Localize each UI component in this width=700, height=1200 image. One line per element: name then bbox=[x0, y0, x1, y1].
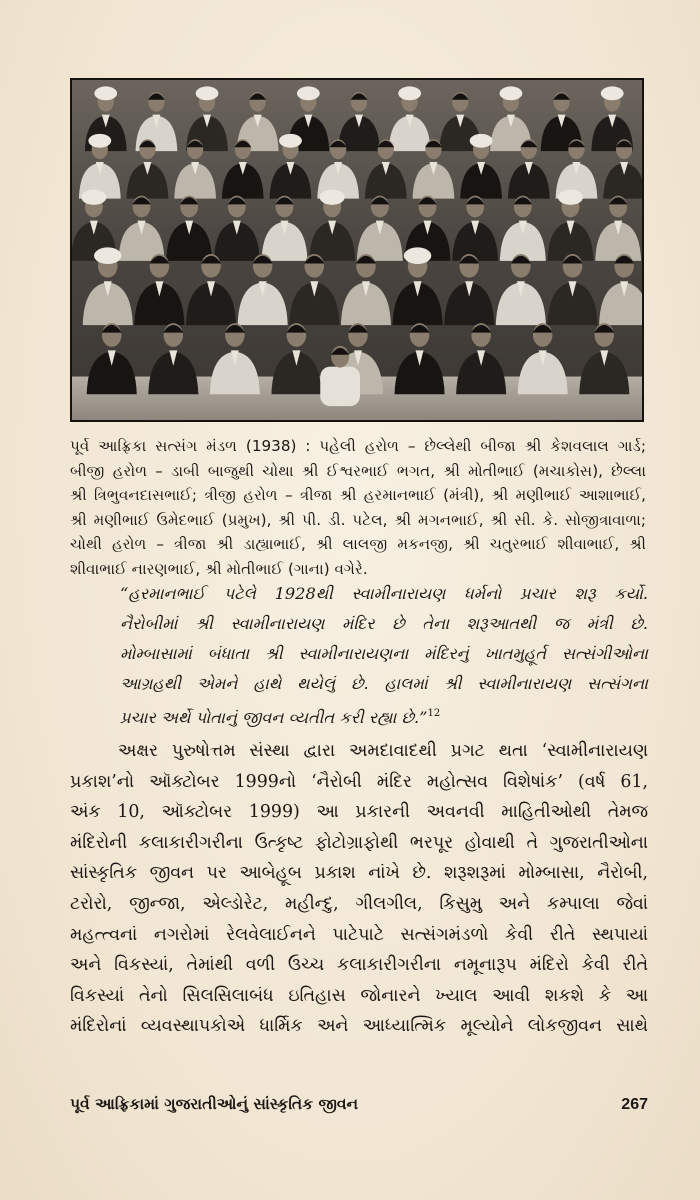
quote-line: “હરમાનભાઈ પટેલે 1928થી સ્વામીનારાયણ ધર્મનો પ્રચાર શરૂ કર્યો. bbox=[120, 584, 648, 603]
caption-line: ચોથી હરોળ – ત્રીજા શ્રી ડાહ્યાભાઈ, શ્રી લાલજી મકનજી, શ્રી ચતુરભાઈ શીવાભાઈ, શ્રી bbox=[70, 535, 646, 554]
footnote-marker: 12 bbox=[427, 708, 441, 719]
block-quote bbox=[120, 579, 648, 733]
body-line: ટરોરો, જીન્જા, એલ્ડોરેટ, મહીન્દુ, ગીલગીલ, કિસુમુ અને કમ્પાલા જેવાં bbox=[70, 893, 648, 914]
photo-caption bbox=[70, 434, 646, 582]
running-title: પૂર્વ આફ્રિકામાં ગુજરાતીઓનું સાંસ્કૃતિક જીવન bbox=[70, 1095, 359, 1113]
body-line: અક્ષર પુરુષોત્તમ સંસ્થા દ્વારા અમદાવાદથી પ્રગટ થતા ‘સ્વામીનારાયણ bbox=[118, 741, 648, 761]
body-line: મંદિરોનાં વ્યવસ્થાપકોએ ધાર્મિક અને આધ્યાત્મિક મૂલ્યોને લોકજીવન સાથે bbox=[70, 1016, 648, 1037]
quote-last-text: પ્રચાર અર્થે પોતાનું જીવન વ્યતીત કરી રહ્યા છે.” bbox=[120, 708, 428, 727]
body-line: મહત્ત્વનાં નગરોમાં રેલવેલાઈનને પાટેપાટે સત્સંગમંડળો કેવી રીતે સ્થપાયાં bbox=[70, 924, 648, 945]
quote-line: નૈરોબીમાં શ્રી સ્વામીનારાયણ મંદિર છે તેના શરૂઆતથી જ મંત્રી છે. bbox=[120, 614, 648, 633]
caption-line: શ્રી મણીભાઈ ઉમેદભાઈ (પ્રમુખ), શ્રી પી. ડી. પટેલ, શ્રી મગનભાઈ, શ્રી સી. કે. સોજીત્રાવાળા; bbox=[70, 510, 646, 529]
photograph-image bbox=[72, 80, 642, 420]
body-paragraph bbox=[70, 736, 648, 1042]
body-line: સાંસ્કૃતિક જીવન પર આબેહૂબ પ્રકાશ નાંખે છે. શરૂશરૂમાં મોમ્બાસા, નૈરોબી, bbox=[70, 863, 648, 884]
caption-line: શ્રી ત્રિભુવનદાસભાઈ; ત્રીજી હરોળ – ત્રીજા શ્રી હરમાનભાઈ (મંત્રી), શ્રી મણીભાઈ આશાભાઈ, bbox=[70, 486, 646, 505]
body-line: મંદિરોની કલાકારીગરીના ઉત્કૃષ્ટ ફોટોગ્રાફોથી ભરપૂર હોવાથી તે ગુજરાતીઓના bbox=[70, 832, 648, 853]
quote-line bbox=[120, 699, 648, 733]
body-line: અને વિકસ્યાં, તેમાંથી વળી ઉચ્ચ કલાકારીગરીના નમૂનારૂપ મંદિરો કેવી રીતે bbox=[70, 955, 648, 976]
caption-line: બીજી હરોળ – ડાબી બાજુથી ચોથા શ્રી ઈશ્વરભાઈ ભગત, શ્રી મોતીભાઈ (મચાકોસ), છેલ્લા bbox=[70, 461, 646, 480]
caption-line: પૂર્વ આફ્રિકા સત્સંગ મંડળ (1938) : પહેલી હરોળ – છેલ્લેથી બીજા શ્રી કેશવલાલ ગાર્ડ; bbox=[70, 437, 646, 455]
body-line: અંક 10, ઑક્ટોબર 1999) આ પ્રકારની અવનવી માહિતીઓથી તેમજ bbox=[70, 802, 648, 823]
caption-line: શીવાભાઈ નારણભાઈ, શ્રી મોતીભાઈ (ગાના) વગેરે. bbox=[70, 559, 368, 578]
quote-line: મોમ્બાસામાં બંધાતા શ્રી સ્વામીનારાયણના મંદિરનું ખાતમુહૂર્ત સત્સંગીઓના bbox=[120, 644, 648, 663]
page-number: 267 bbox=[621, 1096, 648, 1113]
page-footer bbox=[70, 1095, 648, 1114]
body-line: પ્રકાશ’નો ઑક્ટોબર 1999નો ‘નૈરોબી મંદિર મહોત્સવ વિશેષાંક’ (વર્ષ 61, bbox=[70, 771, 648, 792]
body-line: વિકસ્યાં તેનો સિલસિલાબંધ ઇતિહાસ જોનારને ખ્યાલ આવી શકશે કે આ bbox=[70, 985, 648, 1006]
quote-line: આગ્રહથી એમને હાથે થયેલું છે. હાલમાં શ્રી સ્વામીનારાયણ સત્સંગના bbox=[120, 674, 648, 693]
group-photograph bbox=[70, 78, 644, 422]
